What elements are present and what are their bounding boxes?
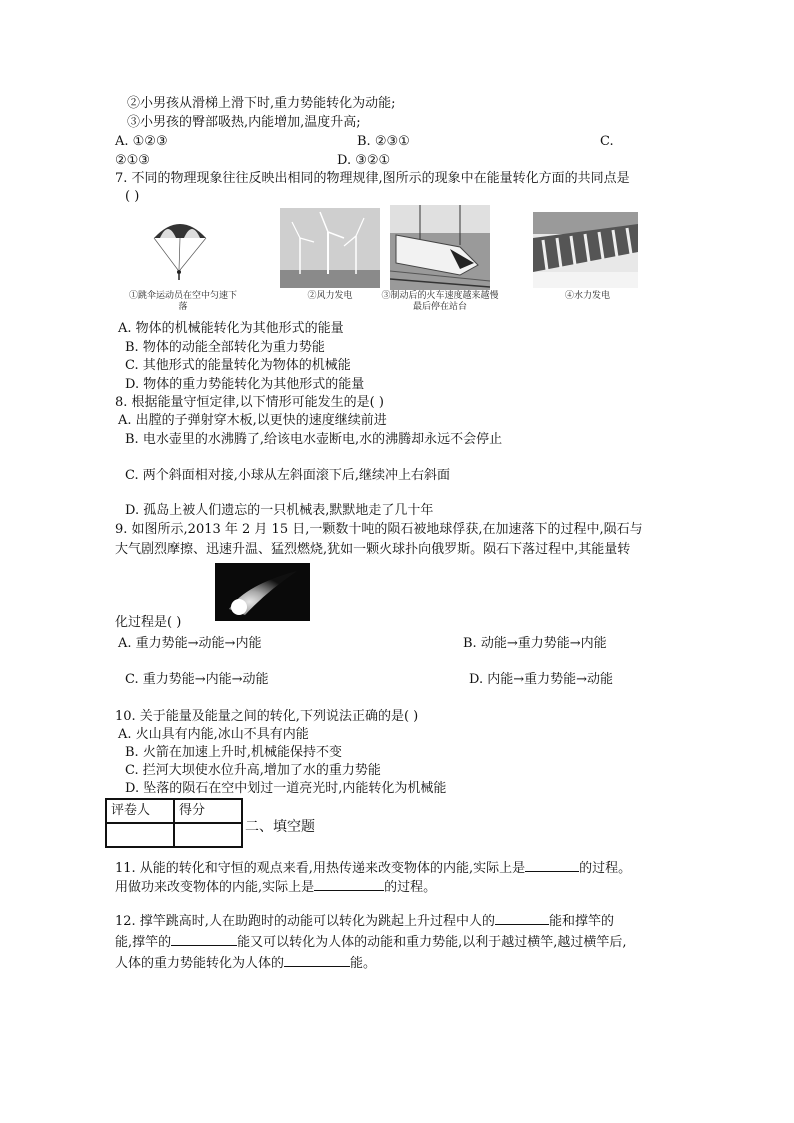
q9-line2: 大气剧烈摩擦、迅速升温、猛烈燃烧,犹如一颗火球扑向俄罗斯。陨石下落过程中,其能量转	[115, 542, 631, 557]
q11-blank-1[interactable]	[525, 857, 579, 872]
q11-text-d: 的过程。	[384, 880, 437, 895]
q9-option-b: B. 动能→重力势能→内能	[463, 636, 607, 651]
q12-text-d: 能又可以转化为人体的动能和重力势能,以利于越过横竿,越过横竿后,	[237, 935, 627, 950]
q11-text-c: 用做功来改变物体的内能,实际上是	[115, 880, 315, 895]
q9-option-d: D. 内能→重力势能→动能	[469, 672, 614, 687]
q12-blank-1[interactable]	[495, 910, 549, 925]
caption-parachute: ①跳伞运动员在空中匀速下落	[128, 291, 237, 312]
q9-line1: 9. 如图所示,2013 年 2 月 15 日,一颗数十吨的陨石被地球俘获,在加速落下的过程中,陨石与	[115, 522, 643, 537]
q8-stem: 8. 根据能量守恒定律,以下情形可能发生的是( )	[115, 395, 384, 410]
q10-option-a: A. 火山具有内能,冰山不具有内能	[118, 727, 309, 742]
q8-option-b: B. 电水壶里的水沸腾了,给该电水壶断电,水的沸腾却永远不会停止	[125, 432, 503, 447]
grader-header: 评卷人	[106, 799, 174, 823]
q11-line1	[115, 857, 631, 878]
q12-text-e: 人体的重力势能转化为人体的	[115, 956, 285, 971]
q9-option-a: A. 重力势能→动能→内能	[118, 636, 262, 651]
q10-option-d: D. 坠落的陨石在空中划过一道亮光时,内能转化为机械能	[125, 781, 447, 796]
q7-option-a: A. 物体的机械能转化为其他形式的能量	[118, 321, 344, 336]
q10-option-c: C. 拦河大坝使水位升高,增加了水的重力势能	[125, 763, 381, 778]
q11-blank-2[interactable]	[314, 876, 384, 891]
grader-cell	[106, 823, 174, 847]
q11-text-a: 11. 从能的转化和守恒的观点来看,用热传递来改变物体的内能,实际上是	[115, 861, 526, 876]
q12-line2	[115, 931, 627, 952]
q9-line3: 化过程是( )	[115, 615, 182, 630]
q7-option-b: B. 物体的动能全部转化为重力势能	[125, 340, 325, 355]
wind-power-image	[280, 208, 380, 288]
caption-wind: ②风力发电	[307, 291, 353, 301]
q12-text-a: 12. 撑竿跳高时,人在助跑时的动能可以转化为跳起上升过程中人的	[115, 914, 495, 929]
q10-stem: 10. 关于能量及能量之间的转化,下列说法正确的是( )	[115, 709, 419, 724]
q7-option-c: C. 其他形式的能量转化为物体的机械能	[125, 358, 351, 373]
grader-table	[105, 798, 243, 848]
q6-option-c: C.	[600, 134, 614, 149]
q12-text-f: 能。	[350, 956, 377, 971]
score-header: 得分	[174, 799, 242, 823]
q8-option-a: A. 出膛的子弹射穿木板,以更快的速度继续前进	[118, 413, 387, 428]
q6-statement-3: ③小男孩的臀部吸热,内能增加,温度升高;	[127, 115, 361, 130]
q6-option-b: B. ②③①	[357, 134, 410, 149]
parachute-image	[140, 208, 240, 288]
q7-stem: 7. 不同的物理现象往往反映出相同的物理规律,图所示的现象中在能量转化方面的共同点是	[115, 171, 630, 186]
q11-text-b: 的过程。	[579, 861, 632, 876]
q12-text-c: 能,撑竿的	[115, 935, 172, 950]
caption-hydro: ④水力发电	[564, 291, 610, 301]
q9-option-c: C. 重力势能→内能→动能	[125, 672, 269, 687]
section-title: 二、填空题	[245, 819, 315, 835]
q6-option-c-cont: ②①③	[115, 153, 150, 168]
meteor-image	[215, 563, 310, 621]
q10-option-b: B. 火箭在加速上升时,机械能保持不变	[125, 745, 342, 760]
q11-line2	[115, 876, 436, 897]
q12-text-b: 能和撑竿的	[548, 914, 614, 929]
hydropower-image	[533, 212, 638, 288]
q6-statement-2: ②小男孩从滑梯上滑下时,重力势能转化为动能;	[127, 96, 396, 111]
q12-line3	[115, 952, 376, 973]
q7-option-d: D. 物体的重力势能转化为其他形式的能量	[125, 377, 365, 392]
q8-option-c: C. 两个斜面相对接,小球从左斜面滚下后,继续冲上右斜面	[125, 468, 451, 483]
q6-option-a: A. ①②③	[115, 134, 168, 149]
q12-blank-2[interactable]	[171, 931, 237, 946]
caption-train: ③制动后的火车速度越来越慢最后停在站台	[381, 291, 499, 312]
q12-blank-3[interactable]	[284, 952, 350, 967]
train-image	[390, 205, 490, 290]
q8-option-d: D. 孤岛上被人们遗忘的一只机械表,默默地走了几十年	[125, 503, 434, 518]
q6-option-d: D. ③②①	[337, 153, 391, 168]
q12-line1	[115, 910, 614, 931]
score-cell	[174, 823, 242, 847]
q7-paren: ( )	[125, 189, 140, 204]
